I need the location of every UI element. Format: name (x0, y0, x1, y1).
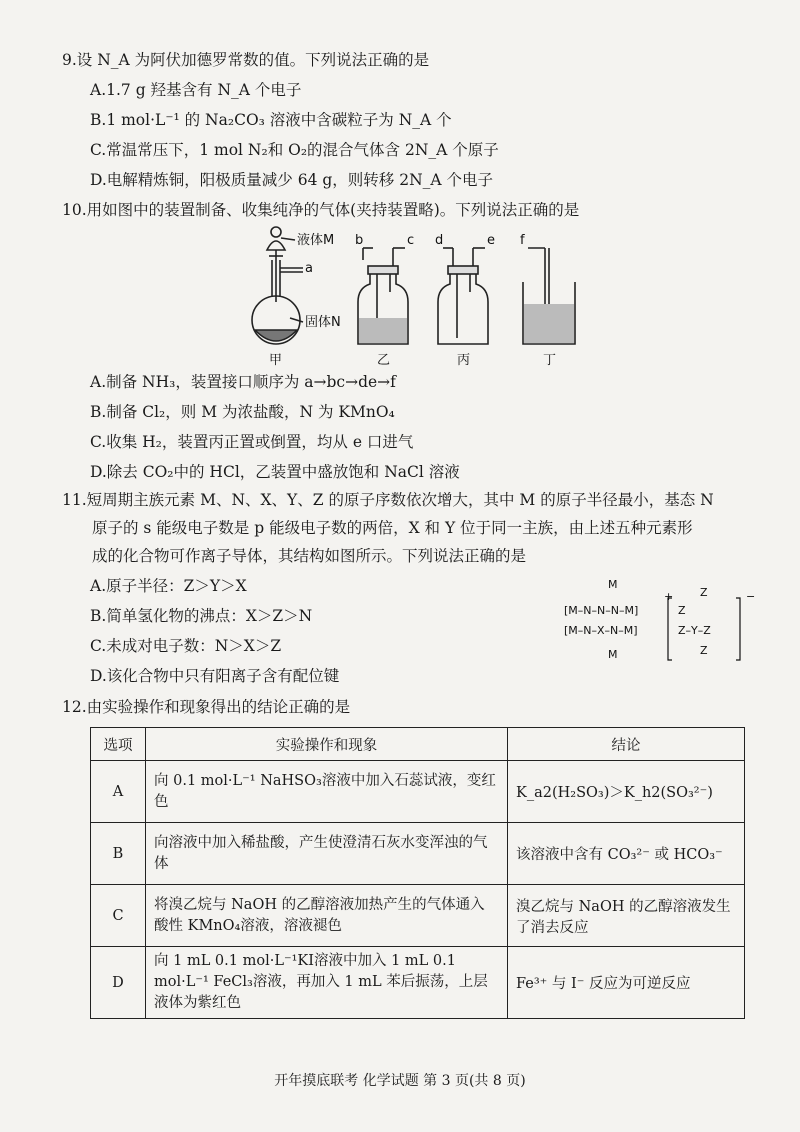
row-operation: 将溴乙烷与 NaOH 的乙醇溶液加热产生的气体通入酸性 KMnO₄溶液，溶液褪色 (146, 885, 508, 947)
row-operation: 向 1 mL 0.1 mol·L⁻¹KI溶液中加入 1 mL 0.1 mol·L⁻¹ FeCl₃溶液，再加入 1 mL 苯后振荡，上层液体为紫红色 (146, 947, 508, 1019)
row-option: D (91, 947, 146, 1019)
struct-anion-mid: Z–Y–Z (678, 624, 711, 637)
header-conclusion: 结论 (508, 728, 745, 761)
q9-option-d: D.电解精炼铜，阳极质量减少 64 g，则转移 2N_A 个电子 (90, 171, 494, 189)
row-operation: 向溶液中加入稀盐酸，产生使澄清石灰水变浑浊的气体 (146, 823, 508, 885)
q11-stem-line3: 成的化合物可作离子导体，其结构如图所示。下列说法正确的是 (92, 547, 527, 565)
table-row (91, 947, 745, 1019)
apparatus-diagram (245, 222, 625, 372)
experiment-table (90, 727, 745, 1019)
label-port-d: d (435, 233, 444, 248)
row-operation: 向 0.1 mol·L⁻¹ NaHSO₃溶液中加入石蕊试液，变红色 (146, 761, 508, 823)
q11-option-d: D.该化合物中只有阳离子含有配位键 (90, 667, 340, 685)
q11-option-a: A.原子半径：Z＞Y＞X (90, 577, 247, 595)
struct-anion-top: Z (700, 586, 708, 599)
apparatus-bing (438, 248, 488, 344)
q10-option-d: D.除去 CO₂中的 HCl，乙装置中盛放饱和 NaCl 溶液 (90, 463, 460, 481)
apparatus-yi (358, 248, 408, 344)
struct-cation-bottom: M (608, 648, 618, 661)
table-header-row (91, 728, 745, 761)
q10-option-b: B.制备 Cl₂，则 M 为浓盐酸，N 为 KMnO₄ (90, 403, 395, 421)
row-option: B (91, 823, 146, 885)
table-row (91, 823, 745, 885)
label-port-a: a (305, 261, 313, 276)
row-conclusion: K_a2(H₂SO₃)＞K_h2(SO₃²⁻) (508, 761, 745, 823)
row-option: C (91, 885, 146, 947)
struct-anion-side: Z (678, 604, 686, 617)
label-ding: 丁 (543, 353, 557, 368)
row-conclusion: 该溶液中含有 CO₃²⁻ 或 HCO₃⁻ (508, 823, 745, 885)
q9-stem: 9.设 N_A 为阿伏加德罗常数的值。下列说法正确的是 (62, 51, 430, 69)
q9-option-b: B.1 mol·L⁻¹ 的 Na₂CO₃ 溶液中含碳粒子为 N_A 个 (90, 111, 452, 129)
table-row (91, 885, 745, 947)
q10-option-a: A.制备 NH₃，装置接口顺序为 a→bc→de→f (90, 373, 396, 391)
row-conclusion: Fe³⁺ 与 I⁻ 反应为可逆反应 (508, 947, 745, 1019)
label-bing: 丙 (457, 353, 471, 368)
table-row (91, 761, 745, 823)
struct-anion-bottom: Z (700, 644, 708, 657)
struct-cation-top: M (608, 578, 618, 591)
struct-cation-row1: [M–N–N–N–M] (564, 604, 639, 617)
q9-option-a: A.1.7 g 羟基含有 N_A 个电子 (90, 81, 302, 99)
label-port-f: f (520, 233, 525, 248)
label-port-e: e (487, 233, 495, 248)
header-option: 选项 (91, 728, 146, 761)
ionic-structure (560, 578, 760, 678)
q11-option-c: C.未成对电子数：N＞X＞Z (90, 637, 282, 655)
q12-stem: 12.由实验操作和现象得出的结论正确的是 (62, 698, 351, 716)
label-port-b: b (355, 233, 364, 248)
apparatus-ding (523, 248, 575, 344)
row-option: A (91, 761, 146, 823)
header-operation: 实验操作和现象 (146, 728, 508, 761)
apparatus-jia (252, 227, 303, 344)
q9-option-c: C.常温常压下，1 mol N₂和 O₂的混合气体含 2N_A 个原子 (90, 141, 499, 159)
label-port-c: c (407, 233, 415, 248)
label-yi: 乙 (377, 353, 391, 368)
label-solid-n: 固体N (305, 315, 341, 330)
q11-option-b: B.简单氢化物的沸点：X＞Z＞N (90, 607, 313, 625)
q11-stem-line2: 原子的 s 能级电子数是 p 能级电子数的两倍，X 和 Y 位于同一主族，由上述五种元素形 (92, 519, 693, 537)
struct-anion-charge: − (746, 590, 756, 603)
struct-cation-charge: + (664, 590, 674, 603)
label-liquid-m: 液体M (297, 233, 335, 248)
row-conclusion: 溴乙烷与 NaOH 的乙醇溶液发生了消去反应 (508, 885, 745, 947)
page-footer: 开年摸底联考 化学试题 第 3 页(共 8 页) (274, 1073, 526, 1089)
struct-cation-row2: [M–N–X–N–M] (564, 624, 638, 637)
q10-option-c: C.收集 H₂，装置丙正置或倒置，均从 e 口进气 (90, 433, 414, 451)
q11-stem-line1: 11.短周期主族元素 M、N、X、Y、Z 的原子序数依次增大，其中 M 的原子半径最小，基态 N (62, 491, 714, 509)
q10-stem: 10.用如图中的装置制备、收集纯净的气体(夹持装置略)。下列说法正确的是 (62, 201, 580, 219)
label-jia: 甲 (269, 353, 283, 368)
